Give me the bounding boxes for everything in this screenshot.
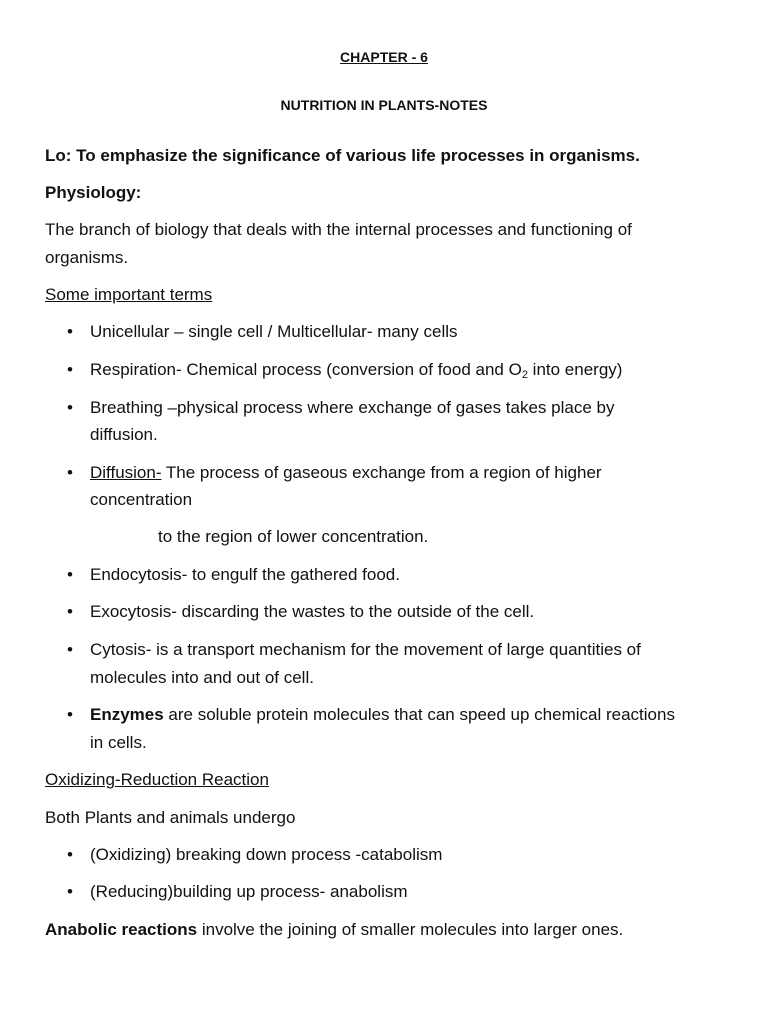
term-diffusion-line-2: concentration bbox=[90, 490, 193, 509]
chapter-heading: CHAPTER - 6 bbox=[340, 49, 428, 65]
diffusion-term: Diffusion- bbox=[90, 463, 162, 482]
bullet-marker: • bbox=[67, 322, 73, 341]
redox-heading: Oxidizing-Reduction Reaction bbox=[45, 770, 269, 789]
term-enzymes-line-1 bbox=[90, 705, 675, 725]
term-breathing-line-2: diffusion. bbox=[90, 425, 158, 444]
physiology-definition-line-2: organisms. bbox=[45, 248, 129, 267]
physiology-definition-line-1: The branch of biology that deals with the internal processes and functioning of bbox=[45, 220, 632, 239]
term-enzymes-line-2: in cells. bbox=[90, 733, 147, 752]
bullet-marker: • bbox=[67, 360, 73, 379]
terms-heading: Some important terms bbox=[45, 285, 213, 304]
redox-reducing: (Reducing)building up process- anabolism bbox=[90, 882, 408, 901]
diffusion-definition: The process of gaseous exchange from a region of higher bbox=[161, 463, 602, 482]
term-exocytosis: Exocytosis- discarding the wastes to the outside of the cell. bbox=[90, 602, 535, 621]
term-breathing-line-1: Breathing –physical process where exchange of gases takes place by bbox=[90, 398, 615, 417]
anabolic-reactions bbox=[45, 920, 623, 940]
term-respiration bbox=[90, 360, 622, 380]
enzymes-term: Enzymes bbox=[90, 705, 164, 724]
bullet-marker: • bbox=[67, 463, 73, 482]
redox-intro: Both Plants and animals undergo bbox=[45, 808, 296, 827]
respiration-text-end: into energy) bbox=[527, 360, 623, 379]
redox-oxidizing: (Oxidizing) breaking down process -catabolism bbox=[90, 845, 443, 864]
oxygen-subscript: 2 bbox=[521, 369, 528, 381]
term-unicellular: Unicellular – single cell / Multicellular- many cells bbox=[90, 322, 458, 341]
anabolic-term: Anabolic reactions bbox=[45, 920, 198, 939]
bullet-marker: • bbox=[67, 845, 73, 864]
bullet-marker: • bbox=[67, 398, 73, 417]
term-endocytosis: Endocytosis- to engulf the gathered food. bbox=[90, 565, 400, 584]
term-cytosis-line-1: Cytosis- is a transport mechanism for the movement of large quantities of bbox=[90, 640, 641, 659]
bullet-marker: • bbox=[67, 602, 73, 621]
term-diffusion-line-3: to the region of lower concentration. bbox=[158, 527, 429, 546]
document-title: NUTRITION IN PLANTS-NOTES bbox=[280, 97, 488, 113]
bullet-marker: • bbox=[67, 640, 73, 659]
anabolic-definition: involve the joining of smaller molecules into larger ones. bbox=[197, 920, 624, 939]
learning-objective: Lo: To emphasize the significance of various life processes in organisms. bbox=[45, 146, 640, 165]
physiology-heading: Physiology: bbox=[45, 183, 142, 202]
respiration-text: Respiration- Chemical process (conversion of food and O bbox=[90, 360, 522, 379]
bullet-marker: • bbox=[67, 705, 73, 724]
bullet-marker: • bbox=[67, 882, 73, 901]
term-cytosis-line-2: molecules into and out of cell. bbox=[90, 668, 314, 687]
term-diffusion-line-1 bbox=[90, 463, 602, 483]
enzymes-definition: are soluble protein molecules that can speed up chemical reactions bbox=[163, 705, 675, 724]
bullet-marker: • bbox=[67, 565, 73, 584]
